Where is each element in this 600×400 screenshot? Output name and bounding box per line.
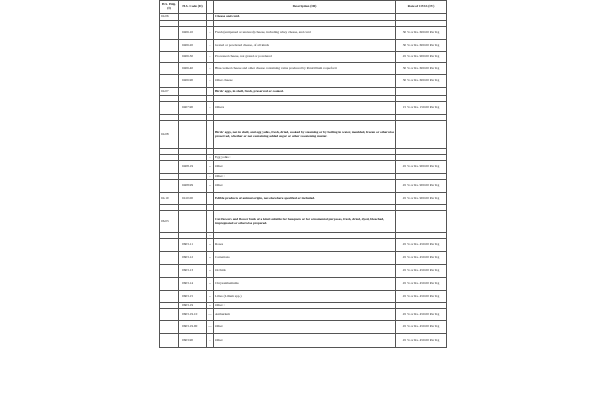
hs-heading-cell	[160, 309, 179, 321]
hs-heading-cell	[160, 334, 179, 348]
dash-cell: --	[207, 180, 214, 193]
rate-cell: 45 % or Rs. 900.00 Per Kg	[396, 161, 447, 174]
dash-cell	[207, 14, 214, 21]
hs-code-cell: 0406.30	[179, 52, 207, 63]
hs-heading-cell	[160, 291, 179, 303]
dash-cell: --	[207, 303, 214, 309]
rate-cell: 45 % or Rs. 450.00 Per Kg	[396, 309, 447, 321]
header-description: Description (III)	[214, 1, 396, 14]
dash-cell: -	[207, 63, 214, 75]
hs-heading-cell	[160, 278, 179, 291]
dash-cell: --	[207, 265, 214, 278]
table-row	[160, 265, 447, 278]
rate-cell: 45 % or Rs. 450.00 Per Kg	[396, 239, 447, 252]
description-cell: Carnations	[214, 252, 396, 265]
description-cell: Other :	[214, 303, 396, 309]
description-cell: Anthurium	[214, 309, 396, 321]
table-row	[160, 27, 447, 40]
hs-code-cell: 0406.10	[179, 27, 207, 40]
hs-code-cell: 0603.19.10	[179, 309, 207, 321]
dash-cell	[207, 121, 214, 149]
dash-cell: -	[207, 27, 214, 40]
hs-heading-cell	[160, 63, 179, 75]
description-cell: Other	[214, 321, 396, 334]
header-rate-of-cess: Rate of CESS (IV)	[396, 1, 447, 14]
rate-cell: 45 % or Rs. 450.00 Per Kg	[396, 278, 447, 291]
hs-heading-cell: 04.06	[160, 14, 179, 21]
hs-code-cell: 0603.19.90	[179, 321, 207, 334]
dash-cell	[207, 88, 214, 96]
description-cell: Edible products of animal origin, not elsewhere specified or included.	[214, 193, 396, 205]
description-cell: Fresh (unripened or uncured) cheese, including whey cheese, and curd	[214, 27, 396, 40]
hs-heading-cell: 06.03	[160, 211, 179, 233]
table-header-row	[160, 1, 447, 14]
description-cell: Egg yolks :	[214, 155, 396, 161]
description-cell: Lilies (Lilium spp.)	[214, 291, 396, 303]
hs-code-cell	[179, 211, 207, 233]
hs-heading-cell	[160, 52, 179, 63]
table-row	[160, 309, 447, 321]
table-body	[160, 14, 447, 348]
description-cell: Grated or powdered cheese, of all kinds	[214, 40, 396, 52]
dash-cell: -	[207, 52, 214, 63]
description-cell: Roses	[214, 239, 396, 252]
hs-heading-cell	[160, 252, 179, 265]
rate-cell: 45 % or Rs. 900.00 Per Kg	[396, 180, 447, 193]
rate-cell: 30 % or Rs. 600.00 Per Kg	[396, 40, 447, 52]
table-row	[160, 102, 447, 115]
rate-cell	[396, 88, 447, 96]
description-cell: Other	[214, 161, 396, 174]
dash-cell: --	[207, 239, 214, 252]
description-cell: Cheese and curd.	[214, 14, 396, 21]
hs-code-cell: 0407.90	[179, 102, 207, 115]
hs-heading-cell	[160, 321, 179, 334]
description-cell: Birds' eggs, in shell, fresh, preserved or cooked.	[214, 88, 396, 96]
rate-cell: 45 % or Rs. 450.00 Per Kg	[396, 321, 447, 334]
hs-code-cell: 0406.90	[179, 75, 207, 88]
table-row	[160, 334, 447, 348]
table-row	[160, 239, 447, 252]
header-hs-heading: H.S. Hdg. (I)	[160, 1, 179, 14]
table-row	[160, 252, 447, 265]
hs-heading-cell	[160, 180, 179, 193]
header-dash	[207, 1, 214, 14]
dash-cell: -	[207, 233, 214, 239]
rate-cell: 15 % or Rs. 150.00 Per Kg	[396, 102, 447, 115]
description-cell: Processed cheese, not grated or powdered	[214, 52, 396, 63]
rate-cell: 30 % or Rs. 600.00 Per Kg	[396, 27, 447, 40]
hs-heading-cell: 04.08	[160, 121, 179, 149]
rate-cell	[396, 121, 447, 149]
hs-heading-cell	[160, 40, 179, 52]
description-cell: Birds' eggs, not in shell, and egg yolks, fresh, dried, cooked by steaming or by boiling in water, moulded, frozen or otherwise preserved, whether or not containing added sugar or other sweetening matter.	[214, 121, 396, 149]
dash-cell: --	[207, 291, 214, 303]
table-row	[160, 14, 447, 21]
hs-code-cell	[179, 88, 207, 96]
description-cell: Other	[214, 180, 396, 193]
dash-cell: --	[207, 161, 214, 174]
hs-code-cell: 0603.90	[179, 334, 207, 348]
dash-cell	[207, 211, 214, 233]
rate-cell: 45 % or Rs. 900.00 Per Kg	[396, 52, 447, 63]
description-cell: Other	[214, 334, 396, 348]
description-cell: Blue-veined cheese and other cheese containing veins produced by Penicillium roqueforti	[214, 63, 396, 75]
hs-code-cell: 0406.40	[179, 63, 207, 75]
hs-code-cell	[179, 121, 207, 149]
table-row	[160, 291, 447, 303]
hs-heading-cell	[160, 161, 179, 174]
tariff-table	[159, 0, 447, 348]
table-row	[160, 193, 447, 205]
description-cell: Others	[214, 102, 396, 115]
rate-cell: 45 % or Rs. 450.00 Per Kg	[396, 252, 447, 265]
table-row	[160, 321, 447, 334]
rate-cell: 30 % or Rs. 600.00 Per Kg	[396, 75, 447, 88]
table-row	[160, 88, 447, 96]
table-row	[160, 278, 447, 291]
table-row	[160, 63, 447, 75]
table-row	[160, 161, 447, 174]
rate-cell: 45 % or Rs. 450.00 Per Kg	[396, 291, 447, 303]
hs-heading-cell: 04.07	[160, 88, 179, 96]
hs-heading-cell	[160, 265, 179, 278]
hs-code-cell	[179, 14, 207, 21]
table-row	[160, 180, 447, 193]
table-row	[160, 75, 447, 88]
hs-heading-cell	[160, 75, 179, 88]
hs-code-cell: 0603.13	[179, 265, 207, 278]
description-cell: Chrysanthemums	[214, 278, 396, 291]
rate-cell: 45 % or Rs. 450.00 Per Kg	[396, 265, 447, 278]
table-row	[160, 52, 447, 63]
dash-cell: -	[207, 40, 214, 52]
dash-cell	[207, 193, 214, 205]
rate-cell: 45 % or Rs. 900.00 Per Kg	[396, 193, 447, 205]
hs-code-cell: 0406.20	[179, 40, 207, 52]
dash-cell: ---	[207, 309, 214, 321]
rate-cell: 45 % or Rs. 450.00 Per Kg	[396, 334, 447, 348]
description-cell: Other cheese	[214, 75, 396, 88]
rate-cell	[396, 211, 447, 233]
rate-cell	[396, 14, 447, 21]
hs-code-cell: 0603.15	[179, 291, 207, 303]
table-row	[160, 211, 447, 233]
description-cell: Orchids	[214, 265, 396, 278]
table-row	[160, 121, 447, 149]
dash-cell: -	[207, 102, 214, 115]
hs-code-cell: 0603.11	[179, 239, 207, 252]
dash-cell: ---	[207, 321, 214, 334]
dash-cell: -	[207, 155, 214, 161]
dash-cell: -	[207, 174, 214, 180]
description-cell: Other :	[214, 174, 396, 180]
dash-cell: --	[207, 278, 214, 291]
hs-code-cell: 0410.00	[179, 193, 207, 205]
hs-heading-cell	[160, 27, 179, 40]
hs-code-cell: 0408.99	[179, 180, 207, 193]
hs-code-cell: 0408.19	[179, 161, 207, 174]
rate-cell: 30 % or Rs. 600.00 Per Kg	[396, 63, 447, 75]
hs-heading-cell	[160, 239, 179, 252]
hs-code-cell: 0603.14	[179, 278, 207, 291]
hs-heading-cell	[160, 102, 179, 115]
document-page	[159, 0, 446, 400]
dash-cell: -	[207, 334, 214, 348]
table-row	[160, 40, 447, 52]
header-hs-code: H.S. Code (II)	[179, 1, 207, 14]
hs-code-cell: 0603.12	[179, 252, 207, 265]
hs-code-cell: 0603.19	[179, 303, 207, 309]
dash-cell: --	[207, 252, 214, 265]
dash-cell: -	[207, 75, 214, 88]
description-cell: Cut flowers and flower buds of a kind suitable for bouquets or for ornamental purposes, fresh, dried, dyed, bleached, impregnated or otherwise prepared.	[214, 211, 396, 233]
hs-heading-cell: 04.10	[160, 193, 179, 205]
